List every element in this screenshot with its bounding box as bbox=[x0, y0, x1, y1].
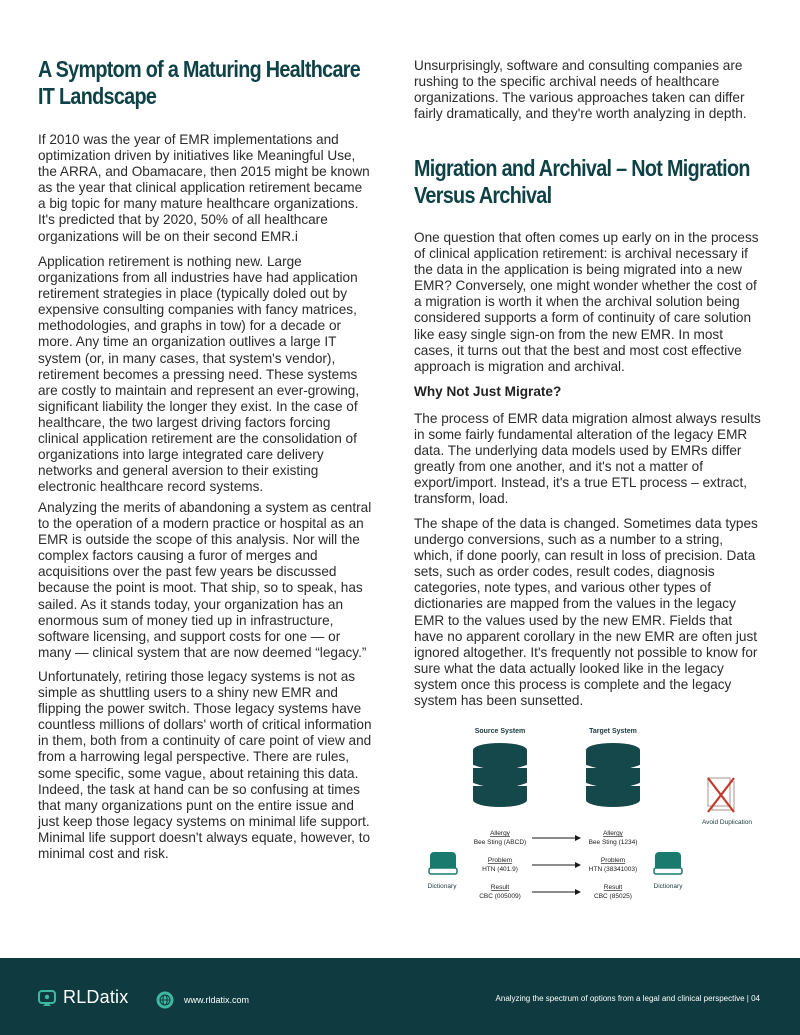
mapping-title: Allergy bbox=[603, 830, 623, 837]
target-database-icon bbox=[586, 743, 640, 807]
mapping-title: Problem bbox=[487, 857, 513, 864]
paragraph: Application retirement is nothing new. Large organizations from all industries have had application retirement strategies in place (typically doled out by expensive consulting companies with fancy matrices, methodologies, and graphs in tow) for a decade or more. Any time an organization outlives a large IT system (or, in many cases, that system's vendor), retirement becomes a pressing need. These systems are costly to maintain and represent an ever-growing, significant liability the longer they exist. In the case of healthcare, the two largest driving factors forcing clinical application retirement are the consolidation of organizations into large integrated care delivery networks and general aversion to their existing electronic healthcare record systems. bbox=[38, 254, 360, 495]
mapping-result bbox=[479, 884, 632, 900]
rldatix-logo-icon bbox=[38, 989, 56, 1007]
section-heading-maturing-landscape: A Symptom of a Maturing Healthcare IT Landscape bbox=[38, 56, 361, 109]
mapping-problem bbox=[482, 857, 637, 873]
paragraph: Analyzing the merits of abandoning a system as central to the operation of a modern practice or hospital as an EMR is outside the scope of this analysis. Nor will the complex factors causing a furor of merges and acquisitions over the past few years be discussed because the point is moot. That ship, so to speak, has sailed. As it stands today, your organization has an enormous sum of money tied up in infrastructure, software licensing, and support costs for one — or many — clinical system that are now deemed “legacy.” bbox=[38, 500, 372, 660]
mapping-target-value: Bee Sting (1234) bbox=[588, 839, 638, 846]
brand-name: RLDatix bbox=[63, 987, 129, 1007]
website-link[interactable] bbox=[156, 991, 249, 1009]
avoid-duplication-label: Avoid Duplication bbox=[701, 819, 753, 826]
paragraph: The process of EMR data migration almost always results in some fairly fundamental alteration of the legacy EMR data. The underlying data models used by EMRs differ greatly from one another, and it's not a matter of export/import. Instead, it's a true ETL process – extract, transform, load. bbox=[414, 411, 761, 507]
mapping-source-value: CBC (005009) bbox=[479, 893, 521, 900]
footer bbox=[0, 958, 800, 1035]
paragraph: If 2010 was the year of EMR implementations and optimization driven by initiatives like Meaningful Use, the ARRA, and Obamacare, then 2015 might be known as the year that clinical application retirement became a big topic for many mature healthcare organizations. It's predicted that by 2020, 50% of all healthcare organizations will be on their second EMR.i bbox=[38, 132, 370, 244]
paragraph: One question that often comes up early on in the process of clinical application retirement: is archival necessary if the data in the application is being migrated into a new EMR? Conversely, one might wonder whether the cost of a migration is worth it when the archival solution being considered supports a form of continuity of care solution like easy single sign-on from the new EMR. In most cases, it turns out that the best and most cost effective approach is migration and archival. bbox=[414, 230, 759, 374]
mapping-target-value: HTN (38341003) bbox=[588, 866, 638, 873]
source-system-label: Source System bbox=[474, 728, 526, 735]
section-heading-migration-archival: Migration and Archival – Not Migration Versus Archival bbox=[414, 155, 750, 208]
migration-diagram bbox=[420, 720, 760, 910]
target-system-label: Target System bbox=[589, 728, 637, 735]
mapping-allergy bbox=[474, 830, 638, 846]
mapping-source-value: Bee Sting (ABCD) bbox=[473, 839, 527, 846]
dictionary-label-left: Dictionary bbox=[427, 883, 457, 890]
source-database-icon bbox=[473, 743, 527, 807]
paragraph: Unfortunately, retiring those legacy systems is not as simple as shuttling users to a shiny new EMR and flipping the power switch. Those legacy systems have countless millions of dollars' worth of critical information in them, both from a continuity of care point of view and from a harrowing legal perspective. There are rules, some specific, some vague, about retaining this data. Indeed, the task at hand can be so confusing at times that many organizations punt on the entire issue and just keep those legacy systems on minimal life support. Minimal life support doesn't always equate, however, to minimal cost and risk. bbox=[38, 669, 372, 862]
mapping-title: Result bbox=[603, 884, 623, 891]
subheading: Why Not Just Migrate? bbox=[414, 384, 562, 399]
paragraph: Unsurprisingly, software and consulting companies are rushing to the specific archival needs of healthcare organizations. The various approaches taken can differ fairly dramatically, and they're worth analyzing in depth. bbox=[414, 58, 747, 122]
footer-tagline: Analyzing the spectrum of options from a legal and clinical perspective | 04 bbox=[495, 994, 760, 1003]
dictionary-icon bbox=[654, 852, 682, 874]
paragraph: The shape of the data is changed. Sometimes data types undergo conversions, such as a number to a string, which, if done poorly, can result in loss of precision. Data sets, such as order codes, result codes, diagnosis categories, note types, and various other types of dictionaries are mapped from the values in the legacy EMR to the values used by the new EMR. Fields that have no apparent corollary in the new EMR are often just ignored altogether. It's frequently not possible to know for sure what the data actually looked like in the legacy system once this process is complete and the legacy system has been sunsetted. bbox=[414, 516, 758, 709]
website-url: www.rldatix.com bbox=[184, 995, 250, 1005]
dictionary-label-right: Dictionary bbox=[653, 883, 683, 890]
mapping-title: Problem bbox=[600, 857, 626, 864]
mapping-title: Allergy bbox=[490, 830, 510, 837]
mapping-target-value: CBC (85025) bbox=[594, 893, 632, 900]
globe-icon bbox=[156, 991, 174, 1009]
dictionary-icon bbox=[429, 852, 457, 874]
mapping-source-value: HTN (401.9) bbox=[482, 866, 518, 873]
avoid-duplication-icon bbox=[708, 778, 734, 812]
brand-logo[interactable] bbox=[38, 987, 128, 1008]
mapping-title: Result bbox=[490, 884, 510, 891]
